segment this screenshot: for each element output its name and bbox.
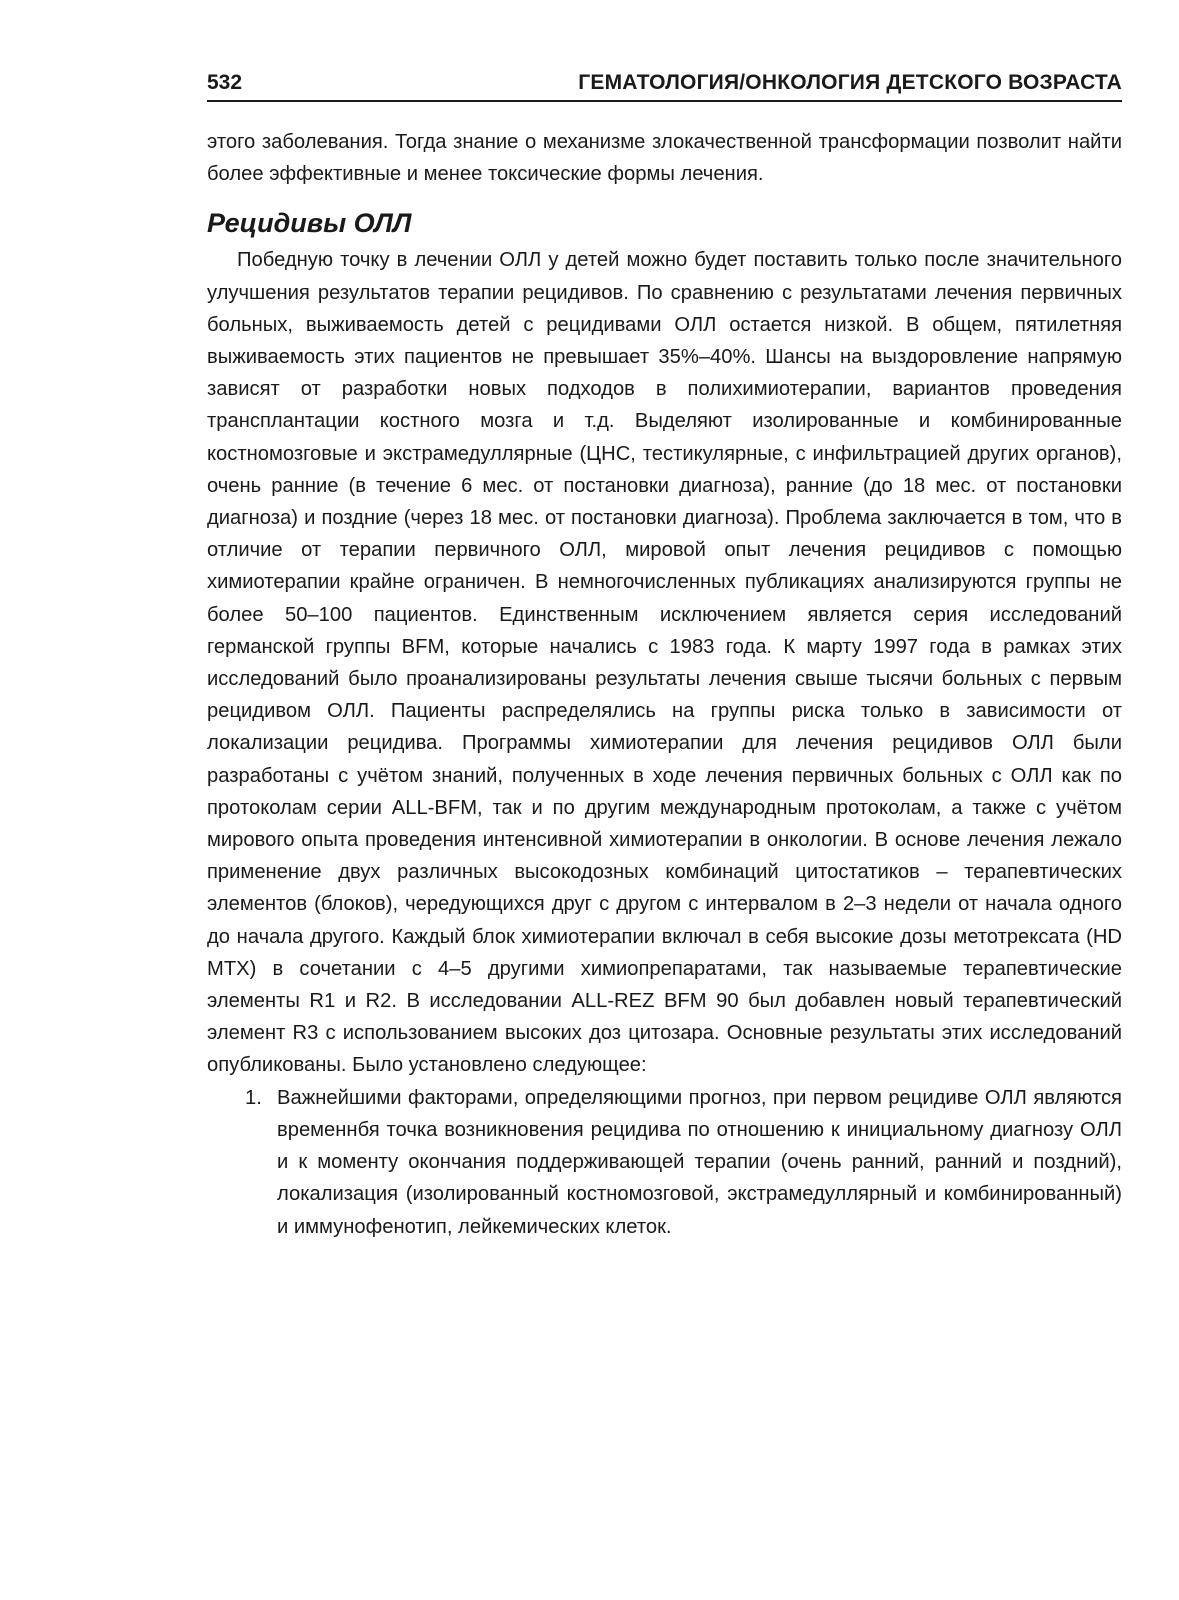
continuation-paragraph: этого заболевания. Тогда знание о механизме злокачественной трансформации позволит найти более эффективные и менее токсические формы лечения.	[207, 131, 1122, 186]
page-number: 532	[207, 71, 243, 94]
body-text	[207, 126, 1122, 1243]
section-paragraph: Победную точку в лечении ОЛЛ у детей можно будет поставить только после значительного улучшения результатов терапии рецидивов. По сравнению с результатами лечения первичных больных, выживаемость детей с рецидивами ОЛЛ остается низкой. В общем, пятилетняя выживаемость этих пациентов не превышает 35%–40%. Шансы на выздоровление напрямую зависят от разработки новых подходов в полихимиотерапии, вариантов проведения трансплантации костного мозга и т.д. Выделяют изолированные и комбинированные костномозговые и экстрамедуллярные (ЦНС, тестикулярные, с инфильтрацией других органов), очень ранние (в течение 6 мес. от постановки диагноза), ранние (до 18 мес. от постановки диагноза) и поздние (через 18 мес. от постановки диагноза). Проблема заключается в том, что в отличие от терапии первичного ОЛЛ, мировой опыт лечения рецидивов с помощью химиотерапии крайне ограничен. В немногочисленных публикациях анализируются группы не более 50–100 пациентов. Единственным исключением является серия исследований германской группы BFM, которые начались с 1983 года. К марту 1997 года в рамках этих исследований было проанализированы результаты лечения свыше тысячи больных с первым рецидивом ОЛЛ. Пациенты распределялись на группы риска только в зависимости от локализации рецидива. Программы химиотерапии для лечения рецидивов ОЛЛ были разработаны с учётом знаний, полученных в ходе лечения первичных больных с ОЛЛ как по протоколам серии ALL-BFM, так и по другим международным протоколам, а также с учётом мирового опыта проведения интенсивной химиотерапии в онкологии. В основе лечения лежало применение двух различных высокодозных комбинаций цитостатиков – терапевтических элементов (блоков), чередующихся друг с другом с интервалом в 2–3 недели от начала одного до начала другого. Каждый блок химиотерапии включал в себя высокие дозы метотрексата (HD MTX) в сочетании с 4–5 другими химиопрепаратами, так называемые терапевтические элементы R1 и R2. В исследовании ALL-REZ BFM 90 был добавлен новый терапевтический элемент R3 с использованием высоких доз цитозара. Основные результаты этих исследований опубликованы. Было установлено следующее:	[207, 249, 1122, 1077]
findings-list	[207, 1082, 1122, 1243]
book-page	[207, 70, 1122, 1243]
list-item	[245, 1082, 1122, 1243]
list-item-text: Важнейшими факторами, определяющими прогноз, при первом рецидиве ОЛЛ являются временнбя точка возникновения рецидива по отношению к инициальному диагнозу ОЛЛ и к моменту окончания поддерживающей терапии (очень ранний, ранний и поздний), локализация (изолированный костномозговой, экстрамедуллярный и комбинированный) и иммунофенотип, лейкемических клеток.	[277, 1086, 1122, 1238]
section-heading: Рецидивы ОЛЛ	[207, 208, 412, 239]
list-item-number: 1.	[245, 1086, 262, 1109]
running-title: ГЕМАТОЛОГИЯ/ОНКОЛОГИЯ ДЕТСКОГО ВОЗРАСТА	[578, 71, 1122, 94]
running-header	[207, 70, 1122, 102]
